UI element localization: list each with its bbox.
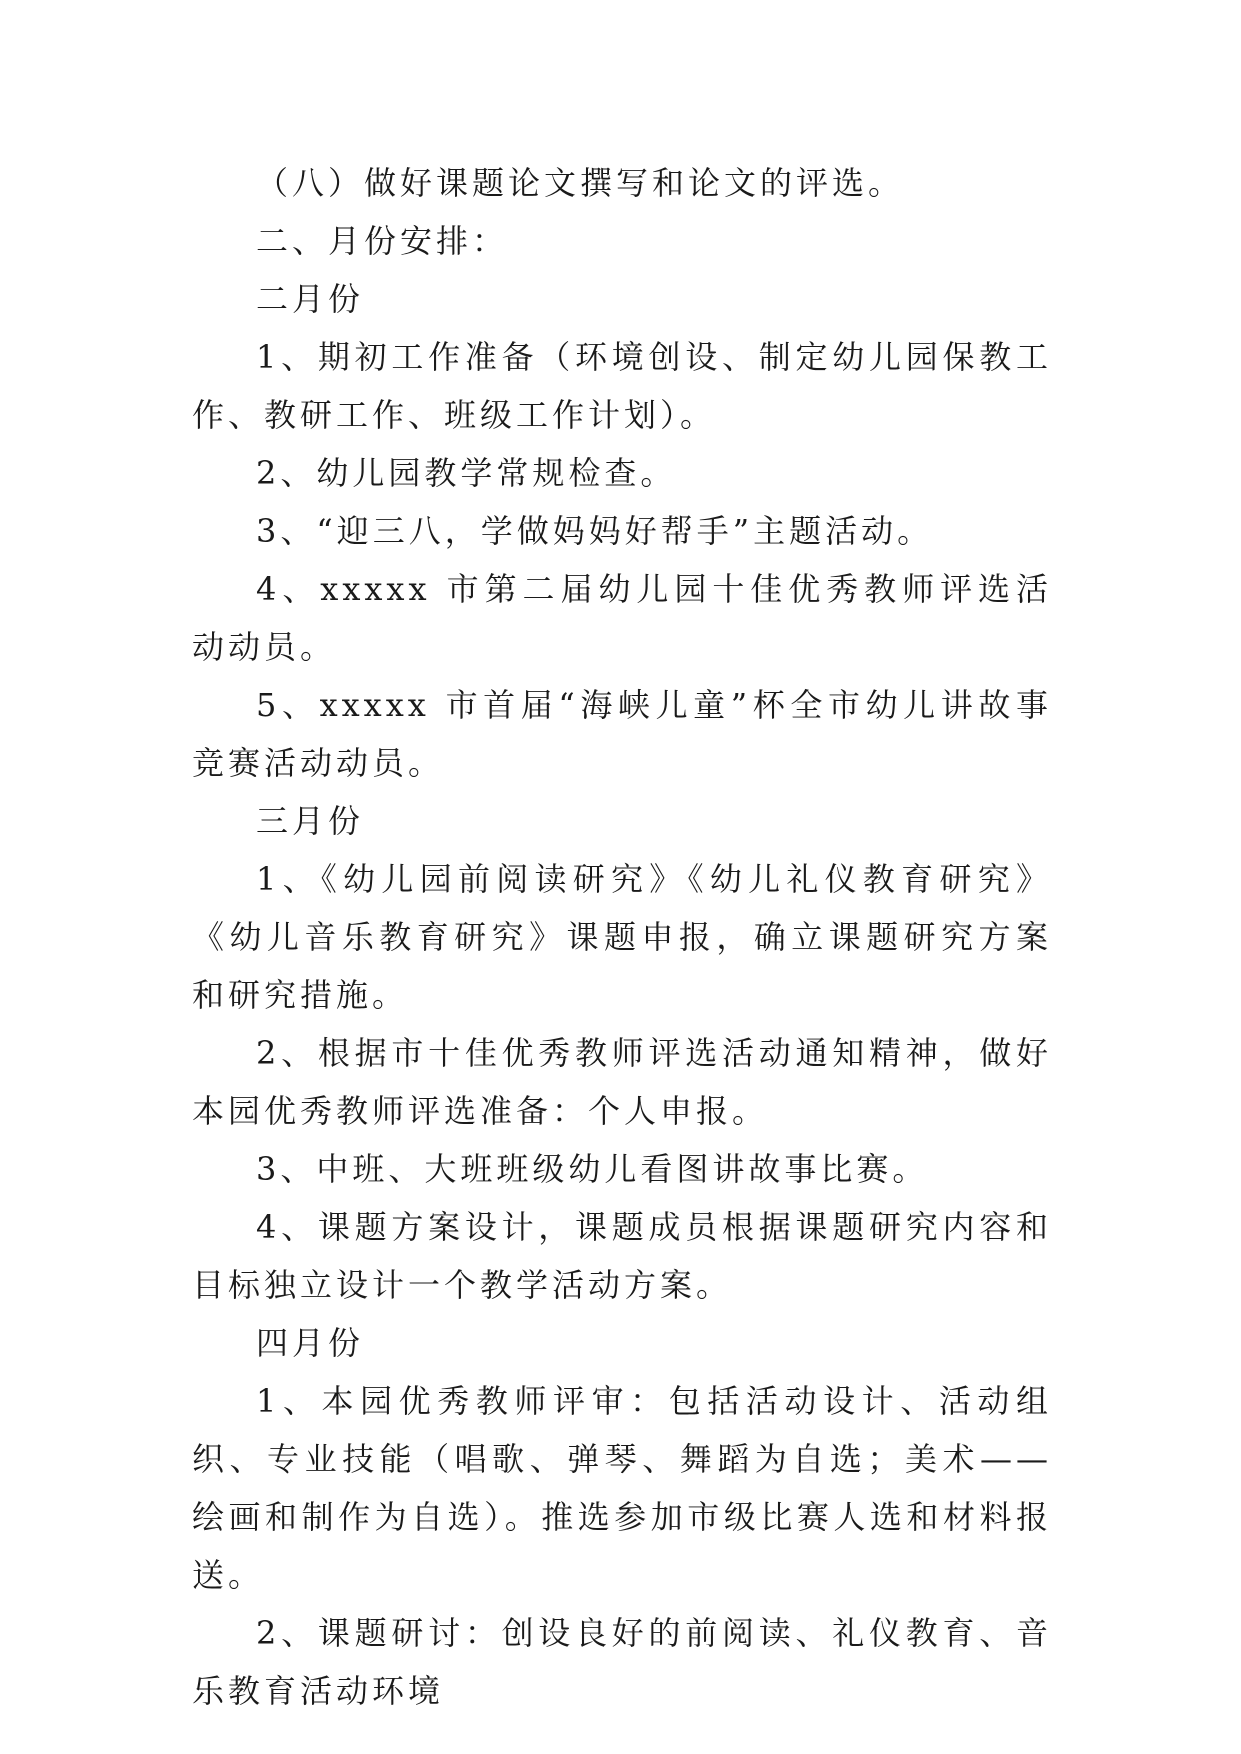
list-item-march-1: 1、《幼儿园前阅读研究》《幼儿礼仪教育研究》《幼儿音乐教育研究》课题申报，确立课题研究方案和研究措施。: [192, 860, 1052, 1014]
heading-april: 四月份: [256, 1324, 365, 1362]
document-body: [192, 154, 1052, 1720]
list-item-february-5: 5、xxxxx 市首届“海峡儿童”杯全市幼儿讲故事竞赛活动动员。: [192, 686, 1052, 782]
list-item-march-2: 2、根据市十佳优秀教师评选活动通知精神，做好本园优秀教师评选准备：个人申报。: [192, 1034, 1052, 1130]
list-item-february-4: 4、xxxxx 市第二届幼儿园十佳优秀教师评选活动动员。: [192, 570, 1052, 666]
list-item-february-2: 2、幼儿园教学常规检查。: [256, 454, 677, 492]
paragraph-section-eight: （八）做好课题论文撰写和论文的评选。: [256, 164, 905, 202]
heading-march: 三月份: [256, 802, 365, 840]
list-item-february-1: 1、期初工作准备（环境创设、制定幼儿园保教工作、教研工作、班级工作计划）。: [192, 338, 1052, 434]
list-item-april-2: 2、课题研讨：创设良好的前阅读、礼仪教育、音乐教育活动环境: [192, 1614, 1052, 1710]
list-item-march-4: 4、课题方案设计，课题成员根据课题研究内容和目标独立设计一个教学活动方案。: [192, 1208, 1052, 1304]
list-item-april-1: 1、本园优秀教师评审：包括活动设计、活动组织、专业技能（唱歌、弹琴、舞蹈为自选；美术——绘画和制作为自选）。推选参加市级比赛人选和材料报送。: [192, 1382, 1052, 1594]
heading-monthly-schedule: 二、月份安排：: [256, 222, 509, 260]
list-item-march-3: 3、中班、大班班级幼儿看图讲故事比赛。: [256, 1150, 929, 1188]
list-item-february-3: 3、“迎三八，学做妈妈好帮手”主题活动。: [256, 512, 934, 550]
heading-february: 二月份: [256, 280, 365, 318]
